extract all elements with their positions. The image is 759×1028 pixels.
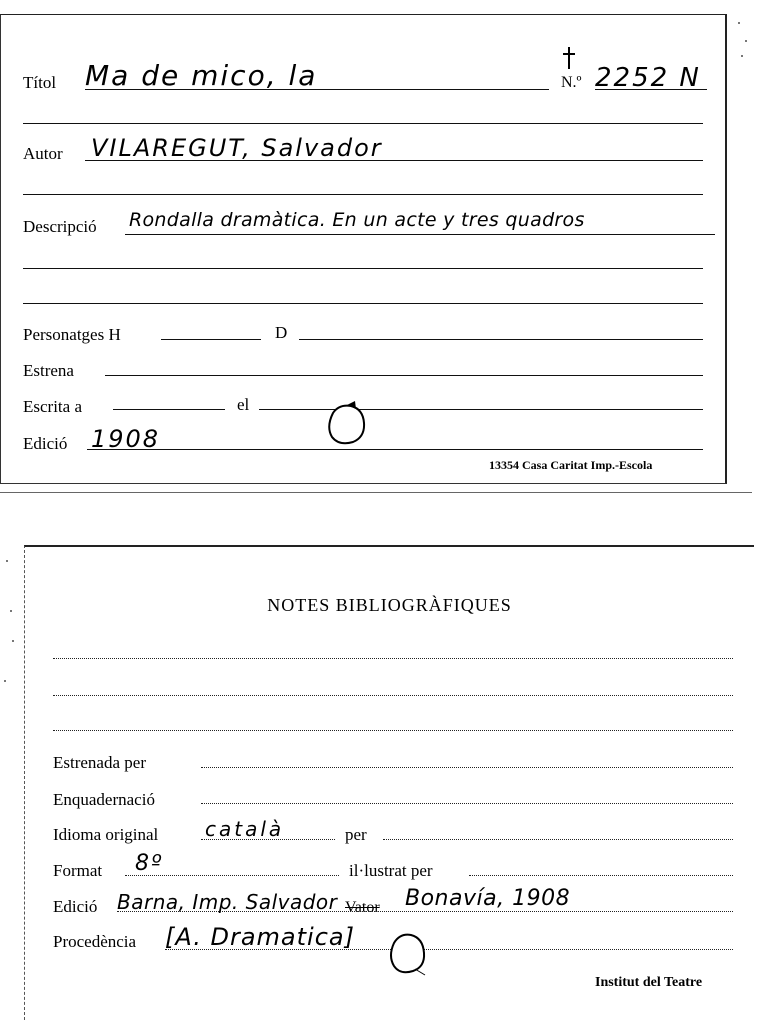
punch-hole [385, 929, 429, 977]
descripcio-value: Rondalla dramàtica. En un acte y tres quadros [129, 209, 585, 231]
estrenada-line [201, 767, 733, 768]
edicio-value-b: Bonavía, 1908 [405, 886, 571, 911]
escrita-label: Escrita a [23, 397, 82, 416]
catalog-card-back [24, 545, 754, 1020]
institution-label: Institut del Teatre [595, 975, 703, 990]
blank-line [23, 194, 703, 195]
scan-speck [12, 640, 14, 642]
procedencia-label: Procedència [53, 932, 137, 951]
notes-line [53, 695, 733, 696]
page-divider [0, 492, 752, 493]
scan-speck [4, 680, 6, 682]
scan-speck [738, 22, 740, 24]
enquadernacio-label: Enquadernació [53, 790, 155, 809]
edicio-label: Edició [23, 434, 68, 453]
edicio-line [87, 449, 703, 450]
estrenada-label: Estrenada per [53, 753, 146, 772]
descripcio-line [125, 234, 715, 235]
idioma-per-line [383, 839, 733, 840]
edicio-value: 1908 [91, 425, 161, 453]
scan-speck [6, 560, 8, 562]
autor-line [85, 160, 703, 161]
blank-line [23, 123, 703, 124]
autor-label: Autor [23, 144, 63, 163]
personatges-label: Personatges H [23, 325, 121, 344]
number-label: N.º [561, 74, 582, 91]
el-label: el [237, 395, 250, 414]
printer-imprint: 13354 Casa Caritat Imp.-Escola [489, 458, 653, 472]
procedencia-value: [A. Dramatica] [165, 923, 355, 951]
estrena-line [105, 375, 703, 376]
format-value: 8º [135, 851, 164, 876]
illustrat-label: il·lustrat per [349, 861, 433, 880]
d-label: D [275, 323, 288, 342]
number-line [595, 89, 707, 90]
titol-line [85, 89, 549, 90]
descripcio-label: Descripció [23, 217, 97, 236]
number-value: 2252 N [595, 63, 701, 93]
notes-line [53, 730, 733, 731]
estrena-label: Estrena [23, 361, 74, 380]
personatges-h-line [161, 339, 261, 340]
cross-mark [561, 45, 577, 71]
autor-value: VILAREGUT, Salvador [91, 134, 383, 162]
notes-line [53, 658, 733, 659]
illustrat-line [469, 875, 733, 876]
catalog-card-front [0, 14, 727, 484]
scan-speck [745, 40, 747, 42]
edicio-line [117, 911, 733, 912]
notes-heading: NOTES BIBLIOGRÀFIQUES [267, 595, 512, 615]
procedencia-line [165, 949, 733, 950]
edicio-struck-word: Vator [345, 899, 380, 916]
format-line [125, 875, 339, 876]
format-label: Format [53, 861, 103, 880]
idioma-line [201, 839, 335, 840]
personatges-d-line [299, 339, 703, 340]
per-label: per [345, 825, 367, 844]
blank-line [23, 303, 703, 304]
idioma-value: català [205, 817, 285, 841]
punch-hole [323, 401, 369, 447]
blank-line [23, 268, 703, 269]
idioma-label: Idioma original [53, 825, 159, 844]
titol-label: Títol [23, 73, 57, 92]
edicio-value-a: Barna, Imp. Salvador [117, 890, 338, 914]
titol-value: Ma de mico, la [85, 59, 318, 92]
escrita-line [113, 409, 225, 410]
edicio-label: Edició [53, 897, 98, 916]
scan-speck [741, 55, 743, 57]
scan-speck [10, 610, 12, 612]
enquadernacio-line [201, 803, 733, 804]
